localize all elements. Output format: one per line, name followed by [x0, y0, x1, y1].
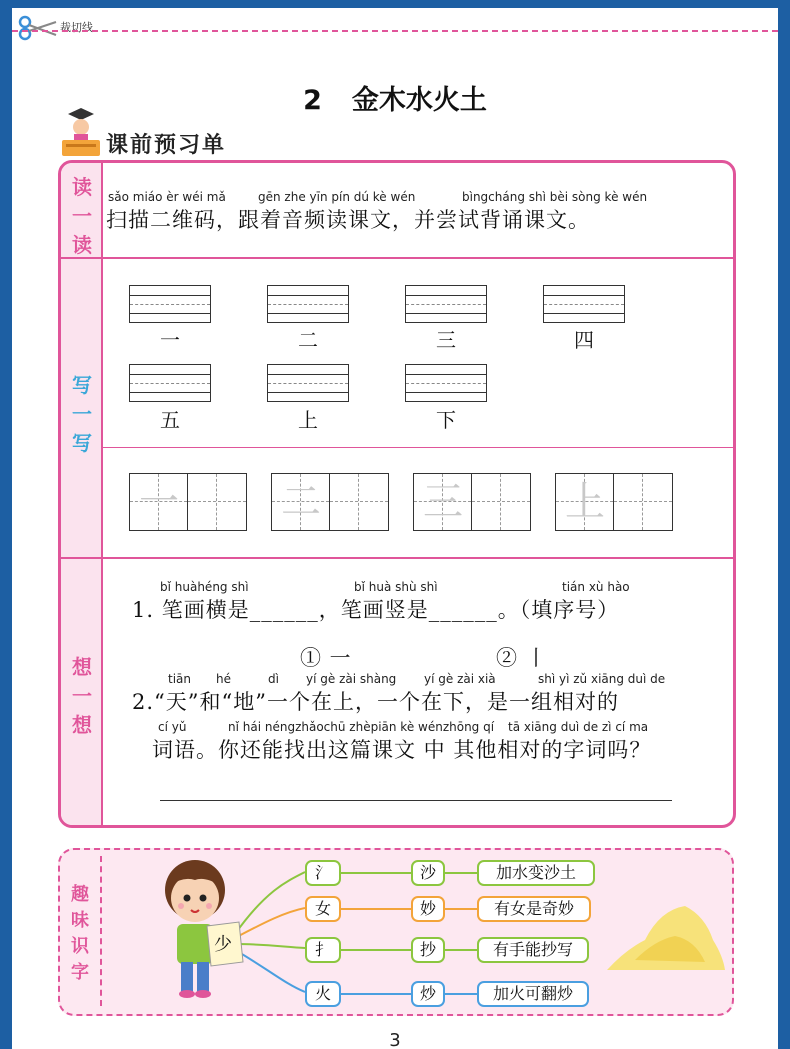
- cut-line: [12, 30, 778, 32]
- pinyin: gēn zhe yīn pín dú kè wén: [258, 190, 416, 204]
- writing-lines: [267, 364, 349, 402]
- writing-char: 四: [574, 328, 594, 352]
- char-box: 炒: [411, 981, 445, 1007]
- writing-lines: [129, 364, 211, 402]
- writing-lines: [129, 285, 211, 323]
- page-number: 3: [389, 1030, 401, 1049]
- trace-char: 上: [565, 479, 605, 525]
- answer-line[interactable]: [160, 800, 672, 801]
- trace-char: 一: [139, 479, 179, 525]
- lesson-title: 金木水火土: [351, 85, 487, 116]
- trace-char: 三: [423, 479, 463, 525]
- student-desk-icon: [60, 108, 102, 158]
- boy-card-char: 少: [214, 934, 233, 955]
- question-1: 1. 笔画横是______，笔画竖是______。（填序号）: [132, 598, 620, 622]
- radical-box: 火: [305, 981, 341, 1007]
- char-box: 沙: [411, 860, 445, 886]
- section-title: 课前预习单: [106, 133, 227, 158]
- fun-literacy-label: 趣 味 识 字: [71, 884, 89, 983]
- phrase-box: 加火可翻炒: [477, 981, 589, 1007]
- phrase-box: 有女是奇妙: [477, 896, 591, 922]
- think-label: 想 一 想: [72, 655, 92, 737]
- boy-illustration: [155, 852, 305, 1002]
- option-1: ① 一: [300, 646, 352, 670]
- pinyin: yí gè zài xià: [424, 672, 496, 686]
- pinyin: shì yì zǔ xiāng duì de: [538, 672, 666, 686]
- writing-lines: [543, 285, 625, 323]
- pinyin: tiān: [168, 672, 191, 686]
- writing-char: 上: [298, 408, 318, 432]
- tian-grid[interactable]: [129, 473, 247, 531]
- writing-char: 二: [298, 328, 318, 352]
- question-2-line-2: 词语。你还能找出这篇课文 中 其他相对的字词吗？: [152, 738, 652, 762]
- read-instruction: 扫描二维码，跟着音频读课文，并尝试背诵课文。: [106, 208, 590, 232]
- scissors-icon: [18, 14, 58, 42]
- divider: [103, 447, 733, 448]
- phrase-box: 有手能抄写: [477, 937, 589, 963]
- divider: [61, 557, 733, 559]
- cut-line-label: 裁切线: [60, 21, 93, 34]
- writing-lines: [405, 285, 487, 323]
- pinyin: hé: [216, 672, 231, 686]
- pinyin: tā xiāng duì de zì cí ma: [508, 720, 649, 734]
- write-label: 写 一 写: [72, 373, 92, 455]
- pinyin: yí gè zài shàng: [306, 672, 397, 686]
- lesson-number: 2: [303, 85, 322, 116]
- trace-char: 二: [281, 479, 321, 525]
- pinyin: bìngcháng shì bèi sòng kè wén: [462, 190, 648, 204]
- question-2-line-1: 2.“天”和“地”一个在上，一个在下，是一组相对的: [132, 690, 619, 714]
- read-label: 读 一 读: [72, 175, 92, 257]
- radical-box: 氵: [305, 860, 341, 886]
- pinyin: cí yǔ: [158, 720, 187, 734]
- tian-grid[interactable]: [555, 473, 673, 531]
- pinyin: bǐ huà shù shì: [354, 580, 438, 594]
- writing-char: 三: [436, 328, 456, 352]
- writing-char: 下: [436, 408, 456, 432]
- writing-lines: [405, 364, 487, 402]
- phrase-box: 加水变沙土: [477, 860, 595, 886]
- pinyin: tián xù hào: [562, 580, 630, 594]
- divider: [61, 257, 733, 259]
- radical-box: 女: [305, 896, 341, 922]
- pinyin: bǐ huàhéng shì: [160, 580, 249, 594]
- tian-grid[interactable]: [271, 473, 389, 531]
- divider: [100, 856, 102, 1006]
- radical-box: 扌: [305, 937, 341, 963]
- writing-char: 五: [160, 408, 180, 432]
- char-box: 抄: [411, 937, 445, 963]
- page-title: [0, 78, 790, 117]
- char-box: 妙: [411, 896, 445, 922]
- pinyin: sǎo miáo èr wéi mǎ: [108, 190, 226, 204]
- writing-lines: [267, 285, 349, 323]
- pinyin: nǐ hái néngzhǎochū zhèpiān kè wénzhōng qí: [228, 720, 495, 734]
- pinyin: dì: [268, 672, 279, 686]
- writing-char: 一: [160, 328, 180, 352]
- tian-grid[interactable]: [413, 473, 531, 531]
- sand-pile-illustration: [605, 900, 727, 974]
- option-2: ② 丨: [496, 646, 548, 670]
